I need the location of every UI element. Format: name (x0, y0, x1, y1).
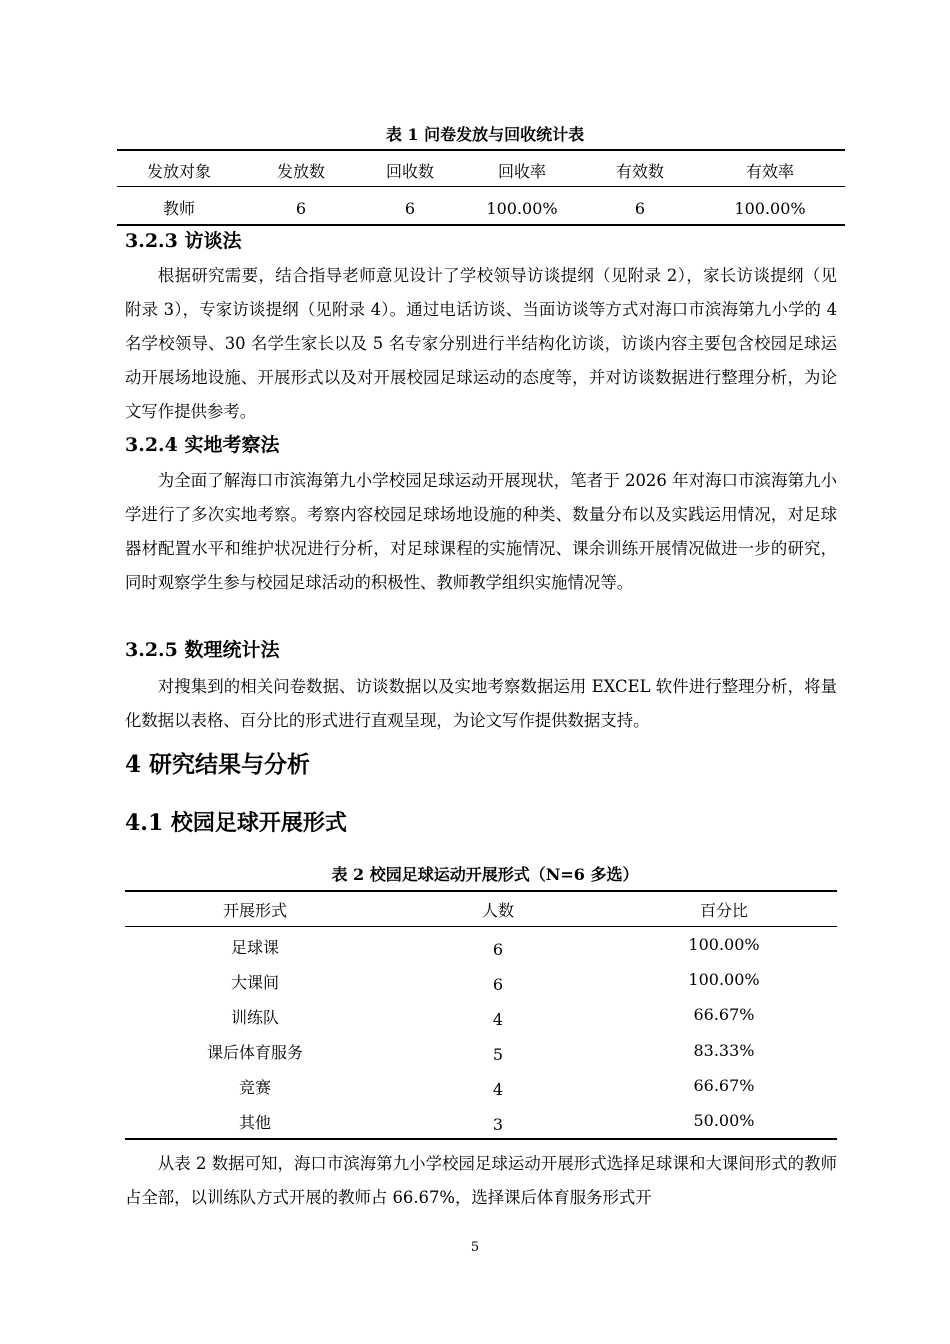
section-heading-3-2-5: 3.2.5 数理统计法 (125, 639, 280, 661)
chapter-heading-4: 4 研究结果与分析 (125, 751, 311, 778)
table2-caption: 表 2 校园足球运动开展形式（N=6 多选） (331, 865, 639, 884)
table2-cell: 50.00% (693, 1111, 755, 1130)
analysis-paragraph: 从表 2 数据可知，海口市滨海第九小学校园足球运动开展形式选择足球课和大课间形式的教师占全部，以训练队方式开展的教师占 66.67%，选择课后体育服务形式开 (125, 1154, 837, 1207)
table1-mid-rule (117, 186, 845, 187)
table1-header-cell: 回收率 (497, 162, 546, 181)
table2-cell: 6 (492, 940, 504, 959)
table2-cell: 3 (492, 1115, 504, 1134)
table1-header-cell: 发放对象 (146, 162, 211, 181)
table2-cell: 足球课 (230, 938, 279, 957)
table2-cell: 5 (492, 1045, 504, 1064)
table2-cell: 83.33% (693, 1041, 755, 1060)
table1-cell: 6 (404, 199, 416, 218)
table1-caption: 表 1 问卷发放与回收统计表 (385, 125, 585, 144)
section-paragraph-3-2-4: 为全面了解海口市滨海第九小学校园足球运动开展现状，笔者于 2026 年对海口市滨海第九小学进行了多次实地考察。考察内容校园足球场地设施的种类、数量分布以及实践运用情况，对足球器材配置水平和维护状况进行分析，对足球课程的实施情况、课余训练开展情况做进一步的研究，同时观察学生参与校园足球活动的积极性、教师教学组织实施情况等。 (125, 471, 837, 592)
table1-cell: 6 (634, 199, 646, 218)
page-number: 5 (470, 1240, 480, 1255)
table2-cell: 66.67% (693, 1076, 755, 1095)
table2-bottom-rule (125, 1138, 837, 1140)
table1-header-cell: 有效数 (615, 162, 664, 181)
table1-header-cell: 有效率 (745, 162, 794, 181)
table1-cell: 100.00% (486, 199, 558, 218)
table2-cell: 训练队 (230, 1008, 279, 1027)
table2-header-cell: 开展形式 (222, 901, 287, 920)
table2-cell: 课后体育服务 (206, 1043, 303, 1062)
table2-cell: 其他 (238, 1113, 271, 1132)
section-paragraph-3-2-3: 根据研究需要，结合指导老师意见设计了学校领导访谈提纲（见附录 2），家长访谈提纲（见附录 3），专家访谈提纲（见附录 4）。通过电话访谈、当面访谈等方式对海口市滨海第九小学的 4 名学校领导、30 名学生家长以及 5 名专家分别进行半结构化访谈，访谈内容主要包含校园足球运动开展场地设施、开展形式以及对开展校园足球运动的态度等，并对访谈数据进行整理分析，为论文写作提供参考。 (125, 266, 837, 421)
table2-cell: 6 (492, 975, 504, 994)
table2-cell: 100.00% (688, 935, 760, 954)
table2-header-cell: 人数 (481, 901, 514, 920)
table2-cell: 100.00% (688, 970, 760, 989)
table1-header-cell: 发放数 (276, 162, 325, 181)
section-paragraph-3-2-5: 对搜集到的相关问卷数据、访谈数据以及实地考察数据运用 EXCEL 软件进行整理分析，将量化数据以表格、百分比的形式进行直观呈现，为论文写作提供数据支持。 (125, 677, 837, 730)
table1-top-rule (117, 149, 845, 151)
section-heading-3-2-4: 3.2.4 实地考察法 (125, 434, 280, 456)
section-heading-3-2-3: 3.2.3 访谈法 (125, 230, 242, 252)
table2-header-cell: 百分比 (699, 901, 748, 920)
table1-cell: 6 (295, 199, 307, 218)
table1-header-cell: 回收数 (385, 162, 434, 181)
table1-cell: 100.00% (734, 199, 806, 218)
section-heading-4-1: 4.1 校园足球开展形式 (125, 810, 347, 836)
table1-bottom-rule (117, 224, 845, 226)
table2-cell: 4 (492, 1080, 504, 1099)
table2-cell: 竞赛 (238, 1078, 271, 1097)
table2-cell: 66.67% (693, 1005, 755, 1024)
table2-mid-rule (125, 926, 837, 927)
table2-cell: 4 (492, 1010, 504, 1029)
table1-cell: 教师 (162, 199, 195, 218)
table2-cell: 大课间 (230, 973, 279, 992)
table2-top-rule (125, 890, 837, 892)
